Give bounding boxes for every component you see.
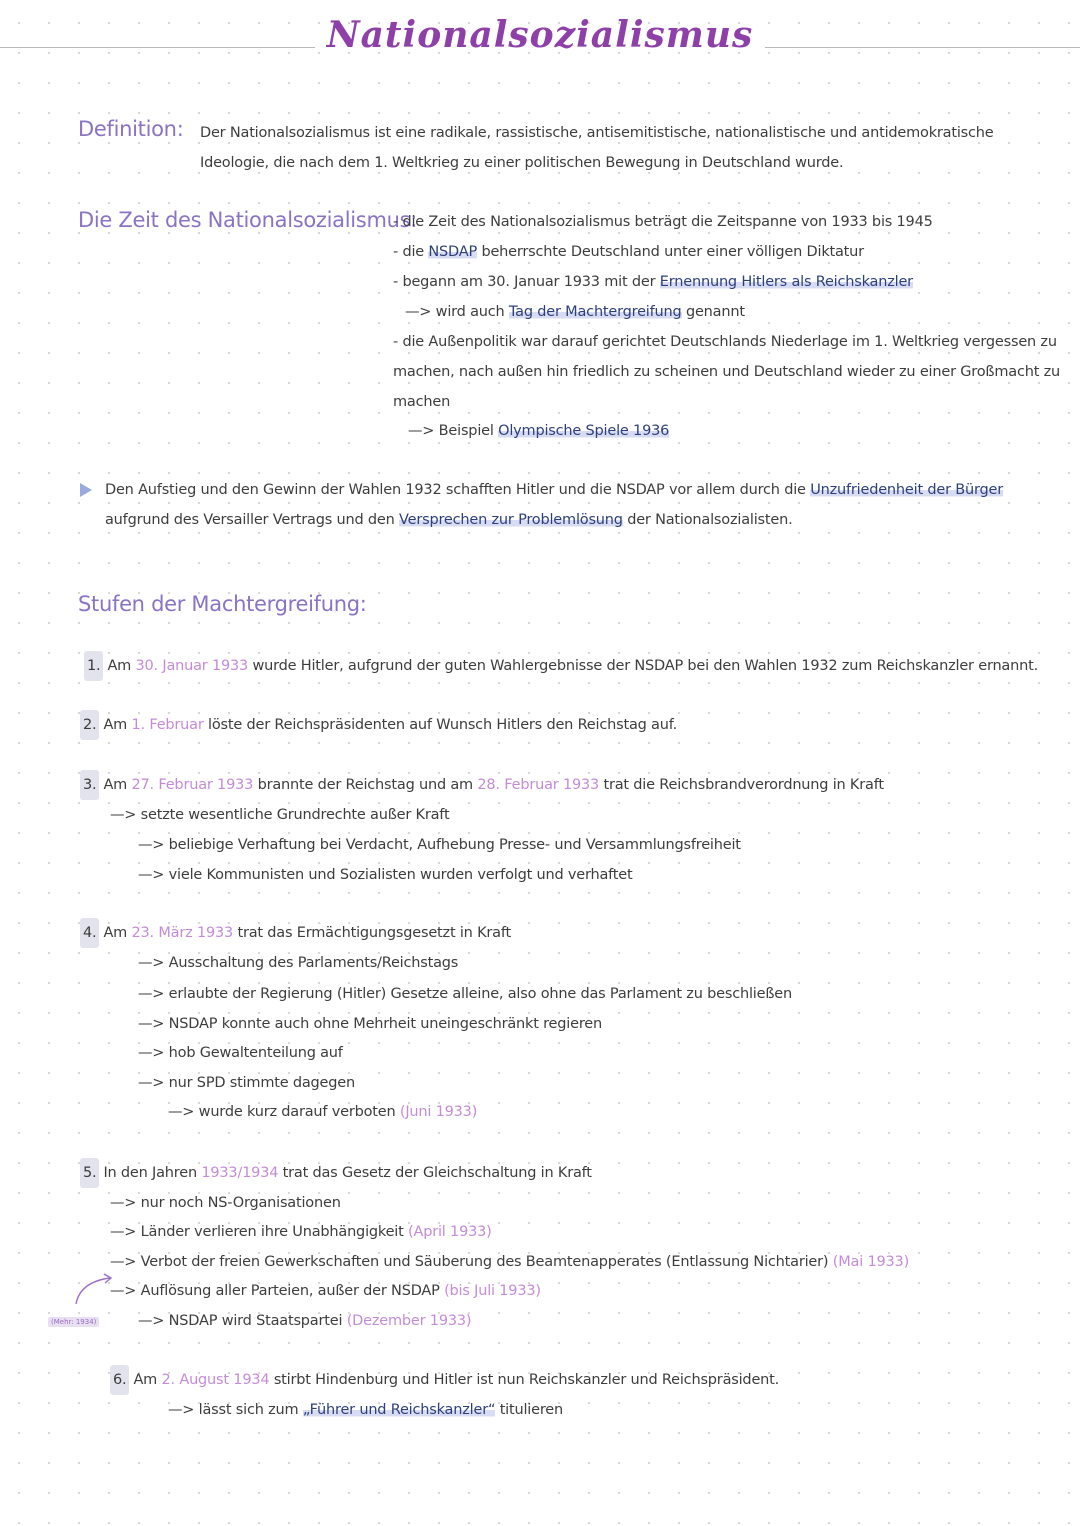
aufstieg-line-1: Den Aufstieg und den Gewinn der Wahlen 1932 schafften Hitler und die NSDAP vor allem durch die Unzufriedenheit der Bürger: [105, 482, 1003, 498]
step-5-sub-d: —> Auflösung aller Parteien, außer der NSDAP (bis Juli 1933): [110, 1283, 541, 1299]
step-date: (April 1933): [408, 1224, 492, 1240]
step-3: 3. Am 27. Februar 1933 brannte der Reichstag und am 28. Februar 1933 trat die Reichsbrandverordnung in Kraft: [80, 770, 884, 800]
step-date: 1933/1934: [201, 1165, 279, 1181]
zeit-bullet-4-sub: —> Beispiel Olympische Spiele 1936: [408, 423, 670, 439]
step-4-sub-d: —> hob Gewaltenteilung auf: [138, 1045, 343, 1061]
highlight-nsdap: NSDAP: [428, 244, 478, 260]
step-5: 5. In den Jahren 1933/1934 trat das Gesetz der Gleichschaltung in Kraft: [80, 1158, 592, 1188]
highlight-machtergreifung: Tag der Machtergreifung: [508, 304, 682, 320]
step-1: 1. Am 30. Januar 1933 wurde Hitler, aufgrund der guten Wahlergebnisse der NSDAP bei den Wahlen 1932 zum Reichskanzler ernannt.: [84, 651, 1038, 681]
definition-line-1: Der Nationalsozialismus ist eine radikale, rassistische, antisemitistische, nationalistische und antidemokratische: [200, 125, 994, 141]
highlight-olympische-spiele: Olympische Spiele 1936: [498, 423, 670, 439]
step-number: 2.: [80, 710, 99, 740]
step-5-sub-c: —> Verbot der freien Gewerkschaften und Säuberung des Beamtenapperates (Entlassung Nichtarier) (Mai 1933): [110, 1254, 910, 1270]
step-number: 3.: [80, 770, 99, 800]
zeit-heading: Die Zeit des Nationalsozialismus:: [78, 208, 418, 232]
zeit-bullet-4-line-2: machen, nach außen hin friedlich zu scheinen und Deutschland wieder zu einer Großmacht zu: [393, 364, 1061, 380]
step-date: 2. August 1934: [161, 1372, 270, 1388]
step-number: 1.: [84, 651, 103, 681]
zeit-bullet-2: - die NSDAP beherrschte Deutschland unter einer völligen Diktatur: [393, 244, 864, 260]
step-5-sub-a: —> nur noch NS-Organisationen: [110, 1195, 341, 1211]
step-date: (Juni 1933): [399, 1104, 478, 1120]
aufstieg-line-2: aufgrund des Versailler Vertrags und den Versprechen zur Problemlösung der Nationalsozialisten.: [105, 512, 793, 528]
highlight-ernennung: Ernennung Hitlers als Reichskanzler: [659, 274, 913, 290]
step-3-sub-b: —> beliebige Verhaftung bei Verdacht, Aufhebung Presse- und Versammlungsfreiheit: [138, 837, 741, 853]
highlight-fuehrer: „Führer und Reichskanzler“: [302, 1402, 496, 1418]
step-4-sub-f: —> wurde kurz darauf verboten (Juni 1933): [168, 1104, 478, 1120]
step-date: 23. März 1933: [131, 925, 234, 941]
highlight-versprechen: Versprechen zur Problemlösung: [399, 512, 623, 528]
stufen-heading: Stufen der Machtergreifung:: [78, 592, 367, 616]
curved-arrow-icon: [70, 1272, 120, 1308]
definition-heading: Definition:: [78, 117, 184, 141]
zeit-bullet-3: - begann am 30. Januar 1933 mit der Ernennung Hitlers als Reichskanzler: [393, 274, 913, 290]
step-number: 5.: [80, 1158, 99, 1188]
step-date: 1. Februar: [131, 717, 204, 733]
step-number: 6.: [110, 1365, 129, 1395]
zeit-bullet-1: - die Zeit des Nationalsozialismus beträgt die Zeitspanne von 1933 bis 1945: [393, 214, 933, 230]
step-date: 30. Januar 1933: [135, 658, 249, 674]
zeit-bullet-4-line-3: machen: [393, 394, 451, 410]
step-4-sub-a: —> Ausschaltung des Parlaments/Reichstags: [138, 955, 459, 971]
step-date: 27. Februar 1933: [131, 777, 254, 793]
title-rule-right: [765, 47, 1080, 48]
step-2: 2. Am 1. Februar löste der Reichspräsidenten auf Wunsch Hitlers den Reichstag auf.: [80, 710, 677, 740]
title-rule-left: [0, 47, 315, 48]
definition-line-2: Ideologie, die nach dem 1. Weltkrieg zu einer politischen Bewegung in Deutschland wurde.: [200, 155, 844, 171]
step-date-2: 28. Februar 1933: [477, 777, 600, 793]
step-4-sub-e: —> nur SPD stimmte dagegen: [138, 1075, 355, 1091]
step-number: 4.: [80, 918, 99, 948]
step-4-sub-c: —> NSDAP konnte auch ohne Mehrheit uneingeschränkt regieren: [138, 1016, 602, 1032]
step-3-sub-c: —> viele Kommunisten und Sozialisten wurden verfolgt und verhaftet: [138, 867, 633, 883]
step-date: (Mai 1933): [832, 1254, 910, 1270]
highlight-unzufriedenheit: Unzufriedenheit der Bürger: [810, 482, 1003, 498]
step-6-sub-a: —> lässt sich zum „Führer und Reichskanzler“ titulieren: [168, 1402, 564, 1418]
step-4-sub-b: —> erlaubte der Regierung (Hitler) Gesetze alleine, also ohne das Parlament zu beschließen: [138, 986, 792, 1002]
triangle-bullet-icon: [80, 483, 92, 497]
step-4: 4. Am 23. März 1933 trat das Ermächtigungsgesetzt in Kraft: [80, 918, 511, 948]
zeit-bullet-3-sub: —> wird auch Tag der Machtergreifung genannt: [405, 304, 745, 320]
page-title: Nationalsozialismus: [326, 14, 754, 56]
step-6: 6. Am 2. August 1934 stirbt Hindenburg und Hitler ist nun Reichskanzler und Reichspräsident.: [110, 1365, 779, 1395]
step-date: (bis Juli 1933): [444, 1283, 541, 1299]
margin-note: (Mehr: 1934): [48, 1317, 99, 1327]
zeit-bullet-4-line-1: - die Außenpolitik war darauf gerichtet Deutschlands Niederlage im 1. Weltkrieg vergessen zu: [393, 334, 1057, 350]
step-date: (Dezember 1933): [346, 1313, 472, 1329]
step-5-sub-e: —> NSDAP wird Staatspartei (Dezember 1933): [138, 1313, 472, 1329]
step-5-sub-b: —> Länder verlieren ihre Unabhängigkeit (April 1933): [110, 1224, 492, 1240]
step-3-sub-a: —> setzte wesentliche Grundrechte außer Kraft: [110, 807, 450, 823]
